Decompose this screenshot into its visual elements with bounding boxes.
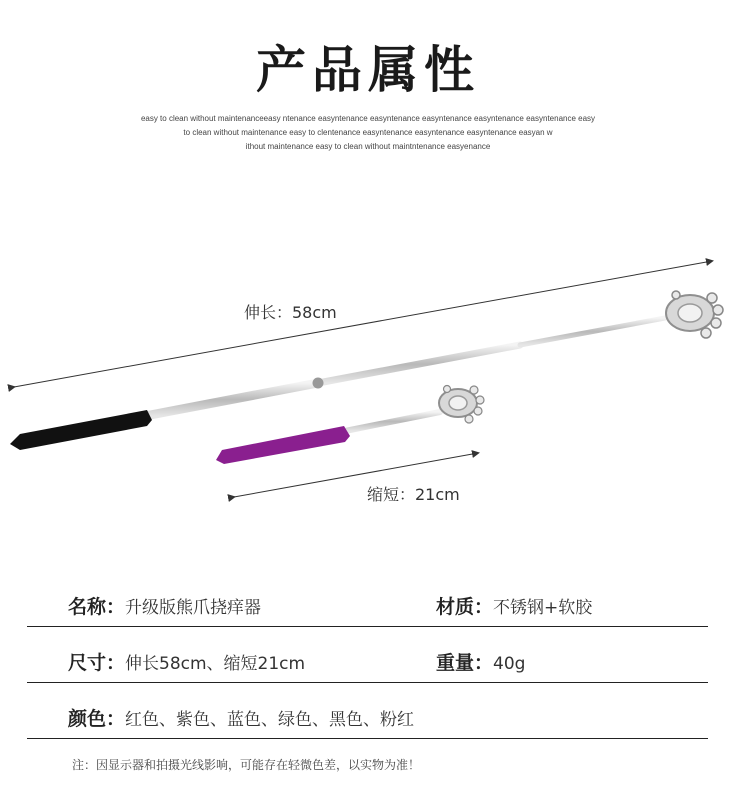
short-handle <box>216 426 350 464</box>
divider-3 <box>27 738 708 739</box>
spec-material-key: 材质： <box>436 596 494 618</box>
bear-claw-head-large <box>666 291 723 338</box>
short-length-label: 缩短：21cm <box>367 485 460 504</box>
spec-color-key: 颜色： <box>68 708 126 730</box>
spec-name <box>68 592 261 619</box>
spec-weight-key: 重量： <box>436 652 494 674</box>
spec-material <box>436 592 592 619</box>
long-handle <box>10 410 152 450</box>
product-illustration <box>0 240 736 520</box>
spec-color <box>68 704 414 731</box>
subtitle-line-3: ithout maintenance easy to clean without maintntenance easyenance <box>245 142 491 151</box>
long-dimension-arrow <box>14 261 712 387</box>
long-length-label: 伸长：58cm <box>244 303 337 322</box>
spec-weight-value: 40g <box>493 654 526 674</box>
spec-weight <box>436 648 525 675</box>
spec-size <box>68 648 305 675</box>
footnote: 注：因显示器和拍摄光线影响，可能存在轻微色差，以实物为准！ <box>72 758 421 772</box>
bear-claw-head-small <box>439 386 484 424</box>
subtitle-line-1: easy to clean without maintenanceeasy ntenance easyntenance easyntenance easyntenance easyntenance easyntenance easy <box>140 114 596 123</box>
spec-name-value: 升级版熊爪挠痒器 <box>125 598 262 618</box>
divider-2 <box>27 682 708 683</box>
spec-color-value: 红色、紫色、蓝色、绿色、黑色、粉红 <box>125 710 415 730</box>
spec-size-value: 伸长58cm、缩短21cm <box>125 654 306 674</box>
spec-material-value: 不锈钢+软胶 <box>493 598 593 618</box>
page-title: 产品属性 <box>256 41 480 99</box>
subtitle-line-2: to clean without maintenance easy to clentenance easyntenance easyntenance easyntenance easyan w <box>183 128 553 137</box>
spec-size-key: 尺寸： <box>68 652 126 674</box>
divider-1 <box>27 626 708 627</box>
spec-name-key: 名称： <box>68 596 126 618</box>
